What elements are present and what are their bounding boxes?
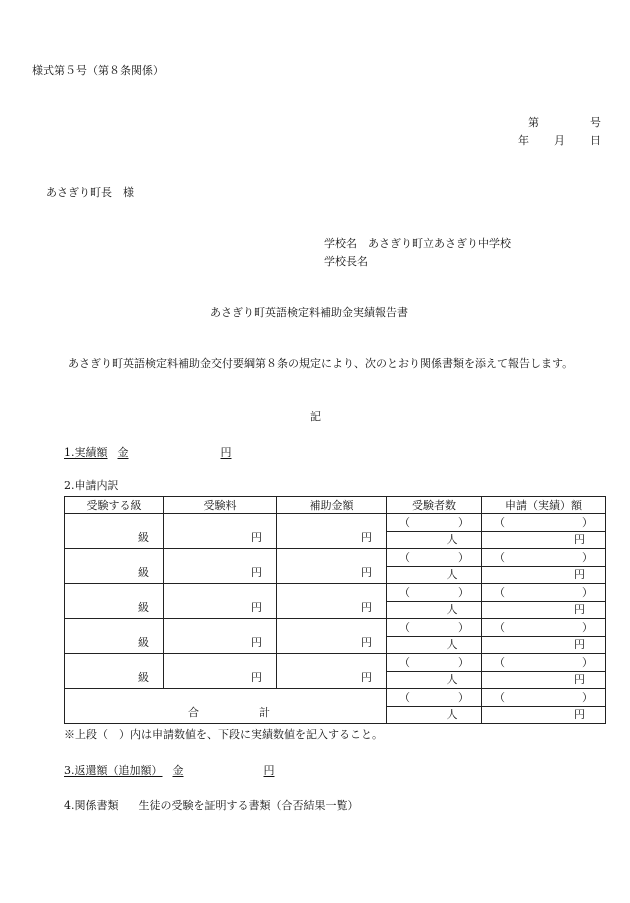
- yen-unit: 円: [251, 671, 262, 684]
- planned-value-row: [387, 549, 481, 567]
- open-paren: （: [399, 691, 410, 704]
- examinees-cell[interactable]: [387, 619, 482, 654]
- total-label-b: 計: [259, 706, 270, 719]
- open-paren: （: [494, 551, 505, 564]
- applied-amount-cell[interactable]: [482, 584, 606, 619]
- yen-unit: 円: [361, 601, 372, 614]
- body-text: あさぎり町英語検定料補助金交付要綱第８条の規定により、次のとおり関係書類を添えて報告します。: [68, 357, 574, 370]
- close-paren: ）: [458, 691, 469, 704]
- exam-fee-cell[interactable]: [164, 549, 277, 584]
- open-paren: （: [494, 691, 505, 704]
- grade-cell[interactable]: [65, 584, 164, 619]
- open-paren: （: [399, 551, 410, 564]
- table-row: [65, 584, 606, 619]
- table-row: [65, 549, 606, 584]
- close-paren: ）: [458, 516, 469, 529]
- table-header-row: [65, 497, 606, 514]
- grade-cell[interactable]: [65, 654, 164, 689]
- planned-value-row: [482, 549, 605, 567]
- date-month: 月: [554, 134, 565, 147]
- date-year: 年: [518, 134, 529, 147]
- kyu-unit: 級: [138, 601, 149, 614]
- subsidy-cell[interactable]: [277, 619, 387, 654]
- close-paren: ）: [582, 691, 593, 704]
- yen-unit: 円: [574, 533, 585, 546]
- applied-amount-cell[interactable]: [482, 619, 606, 654]
- header-grade: 受験する級: [65, 497, 164, 514]
- nin-unit: 人: [446, 638, 458, 651]
- yen-unit: 円: [251, 601, 262, 614]
- section-3-refund-amount: [64, 764, 297, 778]
- yen-unit: 円: [574, 708, 585, 721]
- nin-unit: 人: [446, 708, 458, 721]
- examinees-cell[interactable]: [387, 654, 482, 689]
- close-paren: ）: [582, 586, 593, 599]
- subsidy-cell[interactable]: [277, 549, 387, 584]
- open-paren: （: [399, 656, 410, 669]
- nin-unit: 人: [446, 533, 458, 546]
- yen-unit: 円: [361, 566, 372, 579]
- addressee: あさぎり町長 様: [46, 186, 134, 199]
- yen-unit: 円: [251, 531, 262, 544]
- yen-unit: 円: [574, 568, 585, 581]
- yen-unit: 円: [574, 603, 585, 616]
- principal-name: 学校長名: [324, 255, 368, 268]
- applied-amount-cell[interactable]: [482, 549, 606, 584]
- doc-number-go: 号: [590, 116, 601, 129]
- total-row: [65, 689, 606, 724]
- open-paren: （: [494, 656, 505, 669]
- section-3-kin: 金: [172, 764, 184, 777]
- close-paren: ）: [458, 656, 469, 669]
- applied-amount-cell[interactable]: [482, 654, 606, 689]
- planned-value-row: [482, 689, 605, 707]
- grade-cell[interactable]: [65, 549, 164, 584]
- table-row: [65, 654, 606, 689]
- planned-value-row: [482, 514, 605, 532]
- doc-number-dai: 第: [528, 116, 539, 129]
- yen-unit: 円: [361, 671, 372, 684]
- exam-fee-cell[interactable]: [164, 584, 277, 619]
- open-paren: （: [494, 586, 505, 599]
- kyu-unit: 級: [138, 671, 149, 684]
- total-label-a: 合: [188, 706, 199, 719]
- form-number: 様式第５号（第８条関係）: [32, 64, 164, 77]
- close-paren: ）: [458, 551, 469, 564]
- close-paren: ）: [582, 656, 593, 669]
- grade-cell[interactable]: [65, 514, 164, 549]
- kyu-unit: 級: [138, 531, 149, 544]
- date-day: 日: [590, 134, 601, 147]
- header-subsidy-amount: 補助金額: [277, 497, 387, 514]
- yen-unit: 円: [251, 636, 262, 649]
- school-name: 学校名 あさぎり町立あさぎり中学校: [324, 237, 511, 250]
- planned-value-row: [482, 619, 605, 637]
- applied-amount-cell[interactable]: [482, 514, 606, 549]
- planned-value-row: [387, 584, 481, 602]
- section-1-label: 1.実績額: [64, 446, 108, 459]
- planned-value-row: [387, 654, 481, 672]
- close-paren: ）: [458, 621, 469, 634]
- section-4-content: 生徒の受験を証明する書類（合否結果一覧）: [138, 799, 359, 812]
- section-3-label: 3.返還額（追加額）: [64, 764, 163, 777]
- planned-value-row: [482, 584, 605, 602]
- examinees-cell[interactable]: [387, 514, 482, 549]
- nin-unit: 人: [446, 673, 458, 686]
- exam-fee-cell[interactable]: [164, 654, 277, 689]
- yen-unit: 円: [574, 638, 585, 651]
- kyu-unit: 級: [138, 566, 149, 579]
- subsidy-cell[interactable]: [277, 514, 387, 549]
- header-examinees: 受験者数: [387, 497, 482, 514]
- yen-unit: 円: [361, 531, 372, 544]
- planned-value-row: [482, 654, 605, 672]
- table-row: [65, 514, 606, 549]
- yen-unit: 円: [361, 636, 372, 649]
- yen-unit: 円: [574, 673, 585, 686]
- kyu-unit: 級: [138, 636, 149, 649]
- planned-value-row: [387, 619, 481, 637]
- header-exam-fee: 受験料: [164, 497, 277, 514]
- table-note: ※上段（ ）内は申請数値を、下段に実績数値を記入すること。: [64, 728, 383, 741]
- section-3-yen: 円: [263, 764, 275, 777]
- open-paren: （: [494, 621, 505, 634]
- section-1-actual-amount: [64, 446, 239, 460]
- close-paren: ）: [582, 621, 593, 634]
- total-examinees-cell[interactable]: [387, 689, 482, 724]
- planned-value-row: [387, 689, 481, 707]
- document-title: あさぎり町英語検定料補助金実績報告書: [210, 306, 408, 319]
- total-amount-cell[interactable]: [482, 689, 606, 724]
- section-2-label: 2.申請内訳: [64, 479, 119, 492]
- exam-fee-cell[interactable]: [164, 619, 277, 654]
- nin-unit: 人: [446, 568, 458, 581]
- section-1-yen: 円: [220, 446, 232, 459]
- total-label-cell: [65, 689, 387, 724]
- planned-value-row: [387, 514, 481, 532]
- grade-cell[interactable]: [65, 619, 164, 654]
- section-1-kin: 金: [117, 446, 129, 459]
- subsidy-cell[interactable]: [277, 584, 387, 619]
- section-4-label: 4.関係書類: [64, 799, 119, 812]
- open-paren: （: [399, 586, 410, 599]
- examinees-cell[interactable]: [387, 549, 482, 584]
- examinees-cell[interactable]: [387, 584, 482, 619]
- nin-unit: 人: [446, 603, 458, 616]
- close-paren: ）: [582, 551, 593, 564]
- header-applied-amount: 申請（実績）額: [482, 497, 606, 514]
- close-paren: ）: [582, 516, 593, 529]
- close-paren: ）: [458, 586, 469, 599]
- open-paren: （: [494, 516, 505, 529]
- yen-unit: 円: [251, 566, 262, 579]
- application-breakdown-table: [64, 496, 606, 724]
- ki-mark: 記: [310, 410, 321, 423]
- open-paren: （: [399, 621, 410, 634]
- open-paren: （: [399, 516, 410, 529]
- subsidy-cell[interactable]: [277, 654, 387, 689]
- table-row: [65, 619, 606, 654]
- exam-fee-cell[interactable]: [164, 514, 277, 549]
- section-4: [64, 799, 359, 813]
